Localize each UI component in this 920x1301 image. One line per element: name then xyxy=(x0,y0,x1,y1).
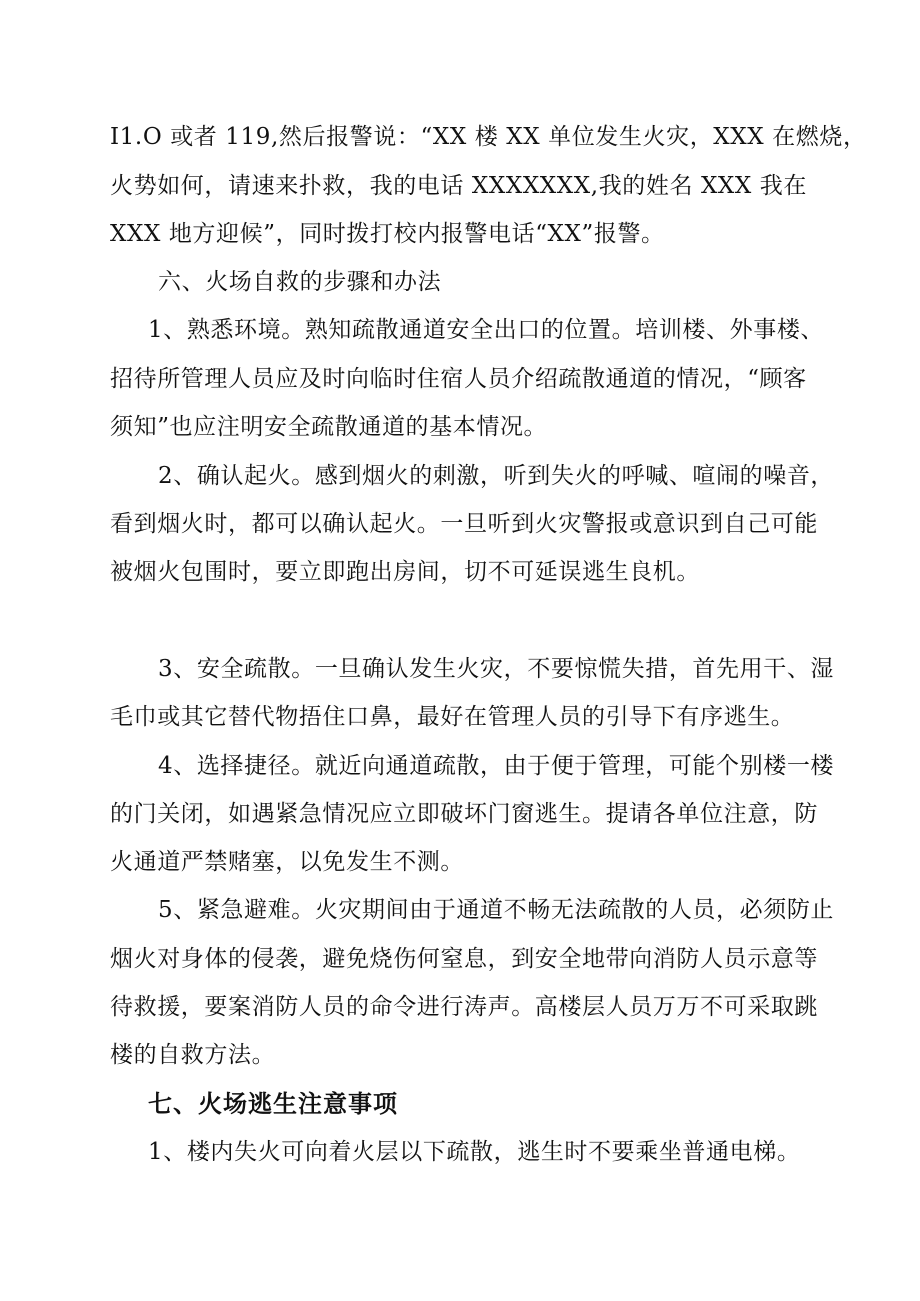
paragraph-line: 5、紧急避难。火灾期间由于通道不畅无法疏散的人员，必须防止 xyxy=(158,897,835,923)
paragraph-line: 毛巾或其它替代物捂住口鼻，最好在管理人员的引导下有序逃生。 xyxy=(110,704,795,730)
paragraph-line: 4、选择捷径。就近向通道疏散，由于便于管理，可能个别楼一楼 xyxy=(158,753,835,779)
paragraph-line: 1、熟悉环境。熟知疏散通道安全出口的位置。培训楼、外事楼、 xyxy=(148,317,825,343)
paragraph-line: 楼的自救方法。 xyxy=(110,1042,276,1068)
paragraph-line: XXX 地方迎候”，同时拨打校内报警电话“XX”报警。 xyxy=(110,221,665,247)
paragraph-line: 的门关闭，如遇紧急情况应立即破坏门窗逃生。提请各单位注意，防 xyxy=(110,801,818,827)
paragraph-line: I1.O 或者 119,然后报警说：“XX 楼 XX 单位发生火灾，XXX 在燃烧， xyxy=(110,124,867,150)
paragraph-line: 待救援，要案消防人员的命令进行涛声。高楼层人员万万不可采取跳 xyxy=(110,994,818,1020)
section-heading-7: 七、火场逃生注意事项 xyxy=(148,1090,398,1118)
paragraph-line: 2、确认起火。感到烟火的刺激，听到失火的呼喊、喧闹的噪音， xyxy=(158,463,835,489)
paragraph-line: 被烟火包围时，要立即跑出房间，切不可延误逃生良机。 xyxy=(110,559,700,585)
paragraph-line: 烟火对身体的侵袭，避免烧伤何窒息，到安全地带向消防人员示意等 xyxy=(110,946,818,972)
paragraph-line: 须知”也应注明安全疏散通道的基本情况。 xyxy=(110,414,548,440)
paragraph-line: 看到烟火时，都可以确认起火。一旦听到火灾警报或意识到自己可能 xyxy=(110,511,818,537)
paragraph-line: 招待所管理人员应及时向临时住宿人员介绍疏散通道的情况，“顾客 xyxy=(110,366,807,392)
paragraph-line: 火通道严禁赌塞，以免发生不测。 xyxy=(110,849,464,875)
paragraph-line: 火势如何，请速来扑救，我的电话 XXXXXXX,我的姓名 XXX 我在 xyxy=(110,173,807,199)
paragraph-line: 1、楼内失火可向着火层以下疏散，逃生时不要乘坐普通电梯。 xyxy=(148,1139,801,1165)
paragraph-line: 3、安全疏散。一旦确认发生火灾，不要惊慌失措，首先用干、湿 xyxy=(158,656,835,682)
section-heading-6: 六、火场自救的步骤和办法 xyxy=(158,269,442,295)
